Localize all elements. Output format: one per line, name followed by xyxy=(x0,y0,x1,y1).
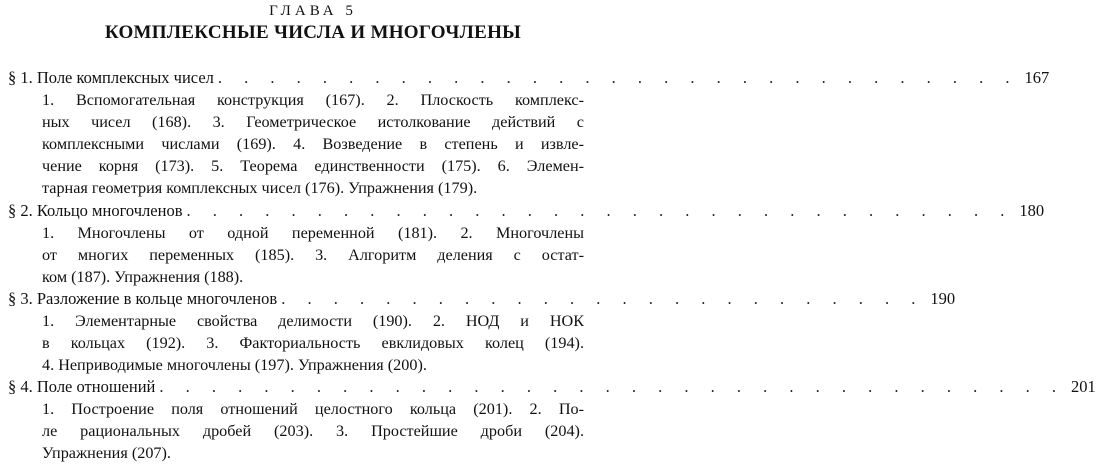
contents-line: ле рациональных дробей (203). 3. Простейшие дроби (204). xyxy=(42,422,584,440)
section-heading[interactable] xyxy=(8,288,956,310)
section-title: § 1. Поле комплексных чисел xyxy=(8,68,214,87)
contents-line: Упражнения (207). xyxy=(42,444,171,462)
contents-line: тарная геометрия комплексных чисел (176). Упражнения (179). xyxy=(42,179,478,197)
section-page-number: 190 xyxy=(930,289,956,308)
section-heading[interactable] xyxy=(8,376,1096,398)
section-contents xyxy=(42,398,584,464)
section-title: § 2. Кольцо многочленов xyxy=(8,201,183,220)
contents-line: ком (187). Упражнения (188). xyxy=(42,268,244,286)
toc-section xyxy=(8,67,1050,199)
section-contents xyxy=(42,89,584,199)
dot-leader: . . . . . . . . . . . . . . . . . . . . . . . . . xyxy=(281,289,925,308)
dot-leader: . . . . . . . . . . . . . . . . . . . . . . . . . . . . . . . . . . . xyxy=(159,377,1065,396)
dot-leader: . . . . . . . . . . . . . . . . . . . . . . . . . . . . . . . xyxy=(217,68,1019,87)
contents-line: 1. Построение поля отношений целостного кольца (201). 2. По- xyxy=(42,400,584,418)
section-contents xyxy=(42,222,584,288)
toc-section xyxy=(8,200,1045,288)
section-page-number: 180 xyxy=(1019,201,1045,220)
section-contents xyxy=(42,310,584,376)
section-heading[interactable] xyxy=(8,67,1050,89)
section-title: § 4. Поле отношений xyxy=(8,377,156,396)
section-page-number: 201 xyxy=(1070,377,1096,396)
contents-line: 1. Многочлены от одной переменной (181). 2. Многочлены xyxy=(42,224,584,242)
chapter-title: КОМПЛЕКСНЫЕ ЧИСЛА И МНОГОЧЛЕНЫ xyxy=(104,22,522,43)
contents-line: чение корня (173). 5. Теорема единственности (175). 6. Элемен- xyxy=(42,157,584,175)
section-page-number: 167 xyxy=(1024,68,1050,87)
contents-line: 1. Элементарные свойства делимости (190). 2. НОД и НОК xyxy=(42,312,584,330)
section-heading[interactable] xyxy=(8,200,1045,222)
contents-line: 4. Неприводимые многочлены (197). Упражнения (200). xyxy=(42,356,427,374)
contents-line: в кольцах (192). 3. Факториальность евклидовых колец (194). xyxy=(42,334,584,352)
dot-leader: . . . . . . . . . . . . . . . . . . . . . . . . . . . . . . . . xyxy=(186,201,1014,220)
contents-line: 1. Вспомогательная конструкция (167). 2. Плоскость комплекс- xyxy=(42,91,584,109)
section-title: § 3. Разложение в кольце многочленов xyxy=(8,289,278,308)
contents-line: ных чисел (168). 3. Геометрическое истолкование действий с xyxy=(42,113,584,131)
toc-section xyxy=(8,376,1096,464)
contents-line: комплексными числами (169). 4. Возведение в степень и извле- xyxy=(42,135,584,153)
contents-line: от многих переменных (185). 3. Алгоритм деления с остат- xyxy=(42,246,584,264)
toc-section xyxy=(8,288,956,376)
chapter-label: ГЛАВА 5 xyxy=(269,3,357,19)
